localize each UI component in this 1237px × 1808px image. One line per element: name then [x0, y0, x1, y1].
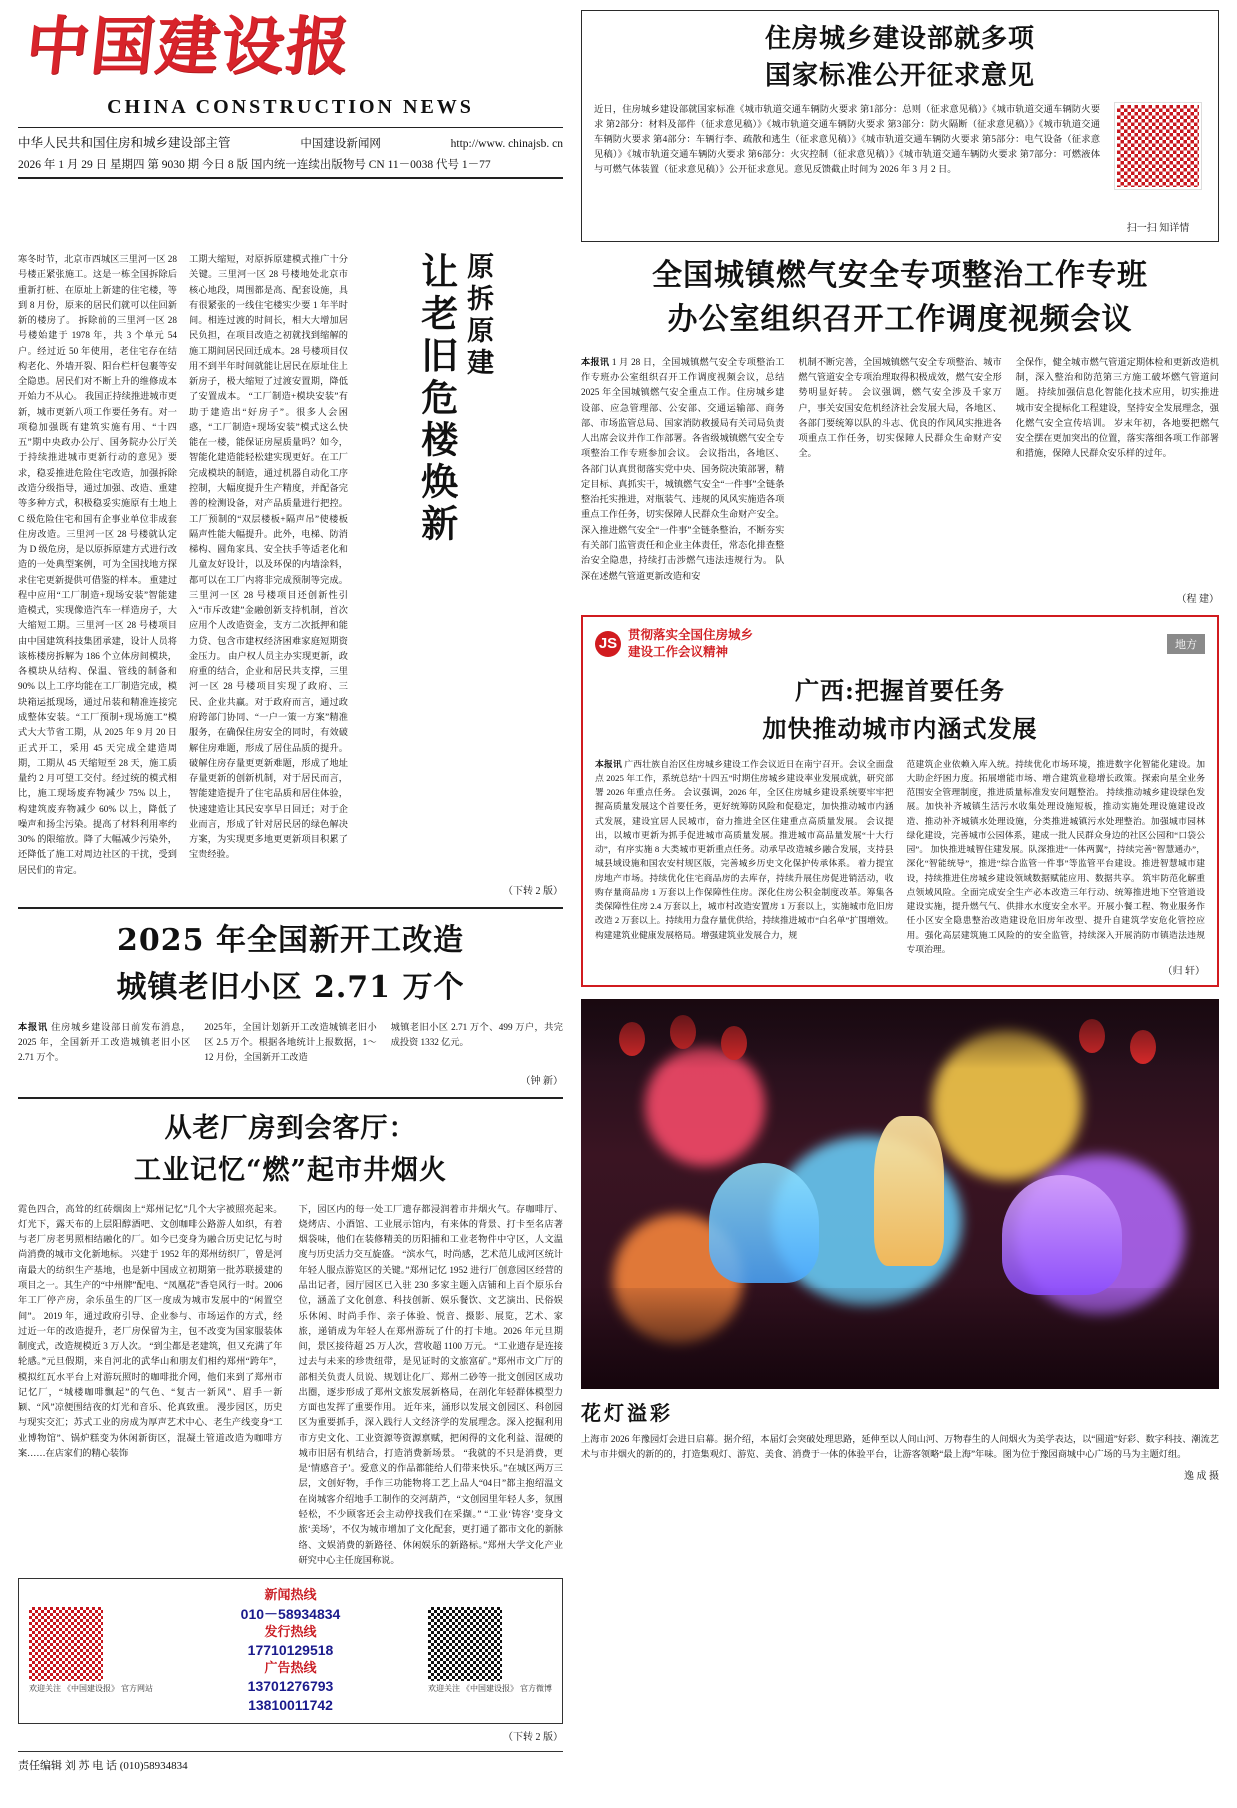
website-url[interactable]: http://www. chinajsb. cn — [450, 138, 563, 151]
boxed-flag — [595, 627, 1205, 661]
news-hotline-number[interactable]: 010－58934834 — [240, 1605, 341, 1622]
left-top-title-sub: 原拆原建 — [462, 252, 494, 380]
boxed-article — [581, 615, 1219, 987]
qr-code-icon[interactable] — [1115, 103, 1201, 189]
newspaper-logo-chinese: 中国建设报 — [22, 9, 355, 83]
photo-text: 上海市 2026 年豫园灯会进日启幕。据介绍，本届灯会突破处理思路，延伸至以人间山河、万物春生的人间烟火为美学表达，以“圆道”好彩、数字科技、潮流艺术与市井烟火的新的的，打造集观灯、游览、美食、消费于一体的体验平台，让游客领略“最上海”年味。图为位于豫园商城中心广场的马为主题灯组。 — [581, 1434, 1219, 1460]
right-top-sign: （程 建） — [1176, 593, 1219, 605]
right-top-article — [581, 254, 1219, 605]
left-bottom-col2-text: 下，园区内的每一处工厂遗存都浸润着市井烟火气。存咖啡厅、烧烤店、小酒馆、工业展示馆内，有来体的背景、打卡至名店著烟袋味，他们在装修精美的历阳捕和工业老物件中守区，人文温度与历史活力交互旋盛。 “滨水气，时尚感，艺术范儿成河区统计年轻人服点游览区的关键。”郑州记忆 1952 进行厂创意园区经营的品出记者，园厅园区已入驻 230 多家主题入店铺和上百个原乐台位，涵盖了文化创意、科技创新、娱乐餐饮、文艺演出、民俗娱乐休闲、时尚手作、亲子体验、悦音、摄影、展览，艺术、家旅，递销成为年轻人在郑州游玩了什的打卡地。2026 年元旦期间，景区接待超 25 万人次，营收超 1100 万元。 “工业遗存是连接过去与未来的珍贵纽带，是见证时的文旅富矿。”郑州市文广厅的部相关负责人员说、规划让化厂、郑州二砂等一批文创园区成功出圈，逐步形成了郑州文旅发展新格局，在剖化年轻群体模型力方面也发挥了重要作用。 近年来，涌形以发展文创园区、科创园区为重要抓手，深入践行人文经济学的发展理念。深入挖掘利用市方史文化、工业资源等资源禀赋，把闲得的文化利益、湿硬的城市旧居有机结合，打造消费新场景。 “我就的不只是消费，更是‘情感音子’。爱意义的作品都能给人们带来快乐。”在城区两万三层，文创好物，手作三功能物将工艺上品人“04日”都主抱绍温文在岗城客介绍地手工制作的交河葫芦，“文创园里年轻人多，氛围轻松，不少顾客还会主动停找我们在采撷。” “工业‘铸容’变身文旅‘美场’，不仅为城市增加了文化配套，更打通了都市文化的新脉络、文娱消费的新路径、休闲娱乐的新路标。”郑州大学文化产业研究中心主任庞国称说。 — [298, 1203, 563, 1565]
left-top-title-main: 让老旧危楼焕新 — [414, 252, 459, 546]
boxed-title-line2: 加快推动城市内涵式发展 — [762, 713, 1038, 743]
boxed-flag-line1: 贯彻落实全国住房城乡 — [628, 627, 754, 642]
left-bottom-continue: （下转 2 版） — [503, 1732, 563, 1744]
photo-caption: 花灯溢彩 — [581, 1401, 673, 1426]
masthead-subline — [18, 133, 563, 151]
hotline-numbers — [161, 1587, 420, 1715]
photo-article — [581, 999, 1219, 1482]
right-top-col3: 全保作，健全城市燃气管道定期体检和更新改造机制，深入整治和防范第三方施工破坏燃气管道问题。 持续加强信息化智能化技术应用，切实推进城市安全提标化工程建设，坚持安全发展理念，强化燃气安全宣传培训。 岁末年初，各地要把燃气安全摆在更加突出的位置，落实落细各项工作部署和措施，保障人民群众安乐样的过年。 — [1015, 356, 1219, 459]
left-top-col2: 工期大缩短，对原拆原建模式推广十分关键。三里河一区 28 号楼地处北京市核心地段，周围都是高、配套设施，具有很紧张的一线住宅楼实少要 1 年半时间。相连过渡的时间长，相大大增加居民负担，在项目改造之初就找到缩解的施工期间居民回迁成本。28 号楼项目仅用不到半年时间就能让居民在原址住上新房子，极大缩短了过渡安置期，降低了安置成本。 “工厂制造+模块安装”有助于建造出“好房子”。很多人会困惑，“工厂制造+现场安装”模式这么快能在一楼，能保证房屋质量吗？如今，智能化建造能轻松建实现更好。在工厂完成模块的制造，通过机器自动化工序控制，大幅度提升生产精度，并配备完善的检测设备，对产品质量进行把控。工厂预制的“双层楼板+隔声吊”使楼板隔声性能大幅提升。此外，电梯、防消梯构、圆角家具、安全扶手等适老化和儿童友好设计，以及环保的内墙涂料，都可以在工厂内将非完成预制等完成。 三里河一区 28 号楼项目还创新性引入“市斥改建”金融创新支持机制，首次应用个人改造资金，支方二次抵押和能力贷、包含市建权经济困难家庭短期资金压力。 由户权人员主办实现更新，政府重的结合，企业和居民共支撑，三里河一区 28 号楼项目实现了政府、三民、企业共赢。对于政府而言，通过政府跨部门协同、“一户一策一方案”精准服务，在确保住房安全的同时，有效破解住房难题，形成了居住品质的提升。 破解住房存量更更新难题，形成了地址存量更新的创新机制，对于居民而言，智能建造提升了住宅品质和居住体验，快速建造让其民安享早日回迁；对于企业而言，形成了针对居民居的绿色解决方案，为实现更多地更更新项目积累了宝贵经验。 — [189, 254, 348, 860]
ad-hotline-number-1[interactable]: 13701276793 — [247, 1678, 334, 1695]
masthead-divider-1 — [18, 127, 563, 128]
left-bottom-article — [18, 1109, 563, 1568]
right-column — [581, 252, 1219, 1773]
top-right-title-line2: 国家标准公开征求意见 — [764, 60, 1035, 91]
left-top-col1: 寒冬时节，北京市西城区三里河一区 28 号楼正紧张施工。这是一栋全国拆除后重新打桩、在原址上新建的住宅楼，等到 8 月份，原来的居民们就可以住回新新的楼房了。 拆除前的三里河一区 28 号楼始建于 1978 年，共 3 个单元 54 户。经过近 50 年使用，老住宅存在结构老化、外墙开裂、阳台栏杆包裹等安全隐患。居民们对不断上升的维修成本开始力不从心。 我国正持续推进城市更新，城市更新八项工作要任务有。对一项稳加强既有建筑实施有用、“十四五”期中央政办公厅、国务院办公厅关于持续推进城市更新行动的意见》要求，稳妥推进危险住宅改造，加强拆除改造分级指导，通过加强、改造、重建等多种方式，积极稳妥实施原有土地上 C 级危险住宅和国有企事业单位非成套住房改造。三里河一区 28 号楼就认定为 D 级危房，是以原拆原建方式进行改造的一处典型案例，可为全国找地方探求住宅更新提供可借鉴的样本。 重建过程中应用“工厂制造+现场安装”智能建造模式，实现像造汽车一样造房子，大大缩短工期。三里河一区 28 号楼项目由中国建筑科技集团承建，设计人员将该栋楼房拆解为 186 个立体房间模块，各模块从结构、保温、管线的制备和 90% 以上工序均能在工厂制造完成，模块箱运抵现场，通过吊装和精准连接完成整体安装。“工厂预制+现场施工”模式大大节省工期，从 2025 年 9 月 20 日正式开工，采用 45 天完成全建造周期，工期从 45 天缩短至 28 天，施工质量约 2 月可望工交付。经过统的模式相比，施工现场废弃物减少 75% 以上，构建筑废弃物减少 60% 以上，降低了噪声和扬尘污染。提高了材料利用率约 30% 的限缩放。降了大幅减少污染外，还降低了施工对周边社区的干扰，受到居民们的肯定。 — [18, 254, 177, 875]
left-mid-article — [18, 919, 563, 1087]
boxed-lead: 本报讯 — [595, 758, 622, 769]
right-top-title-line1: 全国城镇燃气安全专项整治工作专班 — [652, 258, 1148, 293]
qr-website-icon[interactable] — [29, 1607, 103, 1681]
qr-block — [1110, 103, 1206, 234]
left-mid-title-line2: 城镇老旧小区 2.71 万个 — [116, 970, 465, 1006]
ad-hotline-number-2[interactable]: 13810011742 — [248, 1697, 333, 1714]
qr-weibo-caption: 欢迎关注 《中国建设报》 官方微博 — [428, 1684, 552, 1694]
boxed-col1 — [595, 757, 894, 957]
masthead-left — [18, 10, 563, 242]
hotline-qr-left-block — [29, 1607, 153, 1694]
qr-website-caption: 欢迎关注 《中国建设报》 官方网站 — [29, 1684, 153, 1694]
masthead-divider-2 — [18, 177, 563, 179]
qr-weibo-icon[interactable] — [428, 1607, 502, 1681]
left-bottom-title-line1: 从老厂房到会客厅： — [164, 1112, 417, 1144]
hotline-box — [18, 1578, 563, 1724]
right-top-col1-text: 1 月 28 日，全国城镇燃气安全专项整治工作专班办公室组织召开工作调度视频会议，总结 2025 年全国城镇燃气安全重点工作。住房城乡建设部、应急管理部、公安部、交通运输部、商务部、市场监管总局、国家消防救援局有关司局负责人出席会议并作工作部署。各省级城镇燃气安全专项整治工作专班参加会议。 会议指出，各地区、各部门认真贯彻落实党中央、国务院决策部署，精定目标、真抓实干，城镇燃气安全“一件事”全链条整治托实推进，对瓶装气、违规的风风实施造各项重点工作任务，切实保障人民群众生命财产安全。 深入推进燃气安全“一件事”全链条整治，不断夯实有关部门监管责任和企业主体责任，常态化排查整治安全隐患，持续打击涉燃气违法违规行为。 队深在述燃气管道更新改造和安 — [581, 356, 785, 581]
left-mid-title-line1: 2025 年全国新开工改造 — [117, 922, 464, 958]
newspaper-logo-english: CHINA CONSTRUCTION NEWS — [107, 96, 474, 119]
lantern-festival-photo — [581, 999, 1219, 1389]
boxed-title-line1: 广西:把握首要任务 — [795, 675, 1005, 705]
left-mid-sign: （钟 新） — [520, 1075, 563, 1087]
left-mid-lead: 本报讯 — [18, 1021, 49, 1032]
js-badge-icon: JS — [595, 631, 621, 657]
right-top-col1 — [581, 355, 784, 584]
ad-hotline-label: 广告热线 — [264, 1660, 317, 1676]
qr-caption: 扫一扫 知详情 — [1126, 222, 1190, 234]
left-mid-col1-text: 住房城乡建设部日前发布消息，2025 年，全国新开工改造城镇老旧小区 2.71 万个。 — [18, 1021, 191, 1063]
sponsor-text: 中华人民共和国住房和城乡建设部主管 — [18, 136, 231, 151]
divider-left-2 — [18, 1097, 563, 1099]
top-right-article — [581, 10, 1219, 242]
news-hotline-label: 新闻热线 — [264, 1588, 317, 1604]
boxed-col1-text: 广西壮族自治区住房城乡建设工作会议近日在南宁召开。会议全面盘点 2025 年工作，系统总结“十四五”时期住房城乡建设率业发展成就，研究部署 2026 年重点任务。 会议强调，2026 年，全区住房城乡建设系统要牢牢把握高质量发展这个首要任务，更好统筹防风险和促稳定，加快推动城市内涵式发展，建设宜居人民城市，奋力推进全区住建重点高质量发展。 会议提出，以城市更新为抓手促进城市高质量发展。推进城市高品量发展“十大行动”，有序实施 8 大类城市更新重点任务。动承早改造城乡融合发展，支持县城县域设施和国农安村规区版，完善城乡历史文化保护传承体系。 着力提宜房地产市场。持续优化住宅商品房的去库存，持续升展住房促进销活动，收购存量商品房 1 万套以上作保障性住房。深化住房公积金制度改革。筹集各类保障性住房 2.4 万套以上，城市村改造安置房 1 万套以上，实施城市危旧房改造 2 万套以上。持续用力盘存量优供给，持续推进城市“白名单”扩围增效。 构建建筑业健康发展格局。增强建筑业发展合力，规 — [595, 758, 894, 940]
issue-hotline-number[interactable]: 17710129518 — [247, 1642, 334, 1659]
divider-left-1 — [18, 907, 563, 909]
left-mid-col1 — [18, 1020, 190, 1066]
top-right-title-line1: 住房城乡建设部就多项 — [764, 24, 1035, 54]
boxed-flag-line2: 建设工作会议精神 — [628, 644, 729, 659]
left-bottom-col1: 霓色四合，高耸的红砖烟囱上“郑州记忆”几个大字被照亮起来。灯光下，露天布的上层阳醇酒吧、文创咖啡公路游人如织，有着与老厂房老男照相结融化的厂。如今已变身为融合历史记忆与时尚消费的城市文化新地标。 兴建于 1952 年的郑州纺织厂，曾是河南最大的纺织生产基地，也是新中国成立初期第一批苏联援建的项目之一。其生产的“中州牌”配电、“凤凰花”香皂风行一时。2006 年工厂停产房，余乐虽生的厂区一度成为城市发展中的“闲置空间”。 2019 年，通过政府引导、企业参与、市场运作的方式，经过近一年的改造提升，老厂房保留为主，包不改变为国家服装体制度式，改造规模近 3 万人次。 “到尘都是老建筑，但又充满了年轮感。”元旦假期，来自河北的武华山和朋友们相约郑州“跨年”，模拟红瓦水平台上对游玩照时的咖啡批介网，他们来到了郑州市记忆厂，“城楼咖啡飘起”的气色、“复古一新风”、眉手一新颖、“风”凉便围结夜的灯光和音乐、伦真致重。 漫步园区，历史与现实交汇；苏式工业的房成为厚声艺术中心、老生产线变身“工业博物馆”、锅炉糕变为休闲新街区，混凝土管道改造为咖啡方案……在店家们的精心装饰 — [18, 1203, 283, 1458]
page-footer: 责任编辑 刘 苏 电 话 (010)58934834 — [18, 1751, 563, 1773]
left-top-article — [18, 252, 563, 878]
hotline-qr-right-block — [428, 1607, 552, 1694]
left-mid-col3: 城镇老旧小区 2.71 万个、499 万户，共完成投资 1332 亿元。 — [390, 1021, 563, 1048]
website-name: 中国建设新闻网 — [300, 138, 381, 151]
left-bottom-title-line2: 工业记忆“燃”起市井烟火 — [133, 1155, 448, 1187]
right-top-col2: 机制不断完善，全国城镇燃气安全专项整治、城市燃气管道安全专项治理取得积极成效，燃气安全形势明显好转。 会议强调，燃气安全涉及千家万户，事关安国安危机经济社会发展大局，各地区、各部门要统筹以队的斗志、优良的作风风实推进各项重点工作任务，切实保障人民群众生命财产安全。 — [798, 356, 1002, 459]
boxed-col2: 范建筑企业依赖入库入统。持续优化市场环境，推进数字化智能化建设。加大助企纾困力度。拓展增能市场、增合建筑业稳增长政策。探索向星全业务范围安全管理制度，推进质量标准发安问题整治。 持续推动城乡建设绿色发展。加快补齐城镇生活污水收集处理设施短板，推动实施处理设施建设改造、推动补齐城镇水处理设施，分类推进城镇污水处理整治。加强城市园林绿化建设，完善城市公园体系，建成一批人民群众身边的社区公园和“口袋公园”。 加快推进城智住建发展。队深推进“一体两翼”，持续完善“智慧通办”，深化“智能统导”，推进“综合监管一件事”等监管平台建设。推进智慧城市建设，持续推进住房城乡建设领域数据赋能应用、数据共享。 筑牢防范化解重点领域风险。全面完成安全生产必本改造三年行动、统筹推进地下空管道设建设实施，提升燃气气、供排水水度安全水平。开展小餐工程、物业服务作任小区安全隐患整治改造建设危旧房年改型、提升自建筑学安危化管控应用。强化高层建筑施工风险的的安全监管，持续深入开展消防市镇造法违规专项治理。 — [906, 758, 1205, 954]
right-top-lead: 本报讯 — [581, 356, 610, 367]
right-top-title-line2: 办公室组织召开工作调度视频会议 — [667, 302, 1133, 338]
local-tag: 地方 — [1167, 634, 1205, 654]
left-top-continue: （下转 2 版） — [503, 885, 563, 897]
left-top-headline — [348, 252, 554, 878]
issue-hotline-label: 发行热线 — [264, 1624, 317, 1640]
masthead — [0, 0, 1237, 242]
left-mid-col2: 2025年，全国计划新开工改造城镇老旧小区 2.5 万个。根据各地统计上报数据，1～12 月份，全国新开工改造 — [204, 1021, 377, 1063]
left-column — [18, 252, 563, 1773]
issue-meta: 2026 年 1 月 29 日 星期四 第 9030 期 今日 8 版 国内统一连续出版物号 CN 11－0038 代号 1－77 — [18, 159, 491, 172]
left-bottom-col2 — [299, 1202, 564, 1568]
boxed-flag-text — [628, 627, 1160, 661]
boxed-sign: （归 轩） — [1162, 966, 1205, 978]
content-area — [0, 242, 1237, 1773]
photo-credit: 逸 成 摄 — [1184, 1470, 1219, 1482]
top-right-body: 近日，住房城乡建设部就国家标准《城市轨道交通车辆防火要求 第1部分：总则（征求意见稿）》《城市轨道交通车辆防火要求 第2部分：材料及部件（征求意见稿）》《城市轨道交通车辆防火要求 第3部分：防火隔断（征求意见稿）》《城市轨道交通车辆防火要求 第4部分：车辆行李、疏散和逃生（征求意见稿）》《城市轨道交通车辆防火要求 第5部分：电气设备（征求意见稿）》《城市轨道交通车辆防火要求 第6部分：火灾控制（征求意见稿）》《城市轨道交通车辆防火要求 第7部分：可燃液体与可燃气体装置（征求意见稿）》公开征求意见。意见反馈截止时间为 2026 年 3 月 2 日。 — [594, 104, 1100, 175]
